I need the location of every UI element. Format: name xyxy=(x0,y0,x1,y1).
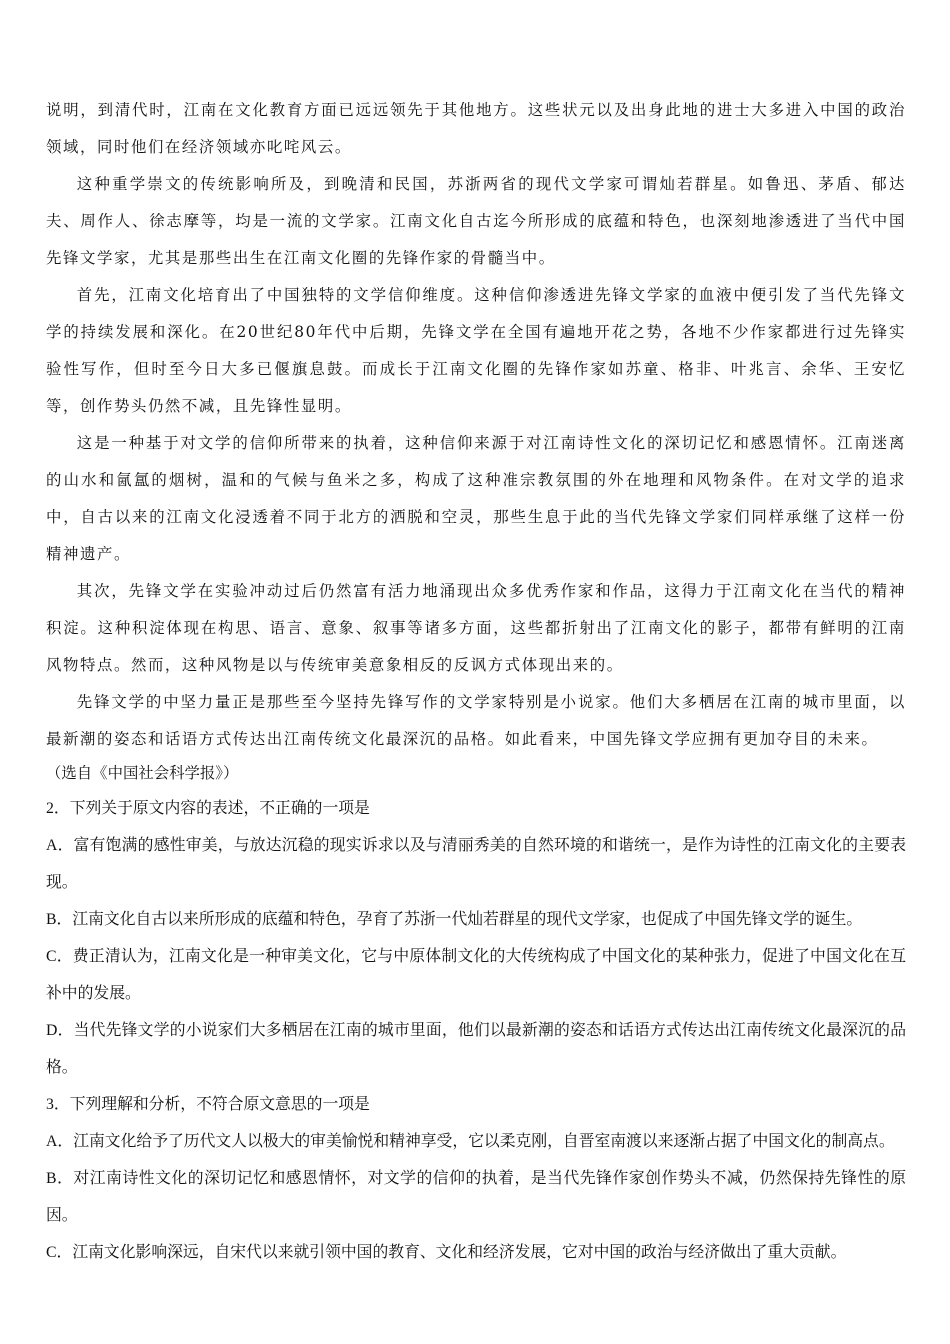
option-b: B．对江南诗性文化的深切记忆和感恩情怀，对文学的信仰的执着，是当代先锋作家创作势头不减，仍然保持先锋性的原因。 xyxy=(46,1170,906,1224)
option-c: C．江南文化影响深远，自宋代以来就引领中国的教育、文化和经济发展，它对中国的政治与经济做出了重大贡献。 xyxy=(46,1244,847,1261)
option-a: A．江南文化给予了历代文人以极大的审美愉悦和精神享受，它以柔克刚，自晋室南渡以来逐渐占据了中国文化的制高点。 xyxy=(46,1133,895,1150)
passage-paragraph-6: 先锋文学的中坚力量正是那些至今坚持先锋写作的文学家特别是小说家。他们大多栖居在江南的城市里面，以最新潮的姿态和话语方式传达出江南传统文化最深沉的品格。如此看来，中国先锋文学应拥有更加夺目的未来。 xyxy=(46,693,906,748)
question-3 xyxy=(46,1086,906,1271)
question-stem: 3．下列理解和分析，不符合原文意思的一项是 xyxy=(46,1096,370,1113)
question-stem: 2．下列关于原文内容的表述，不正确的一项是 xyxy=(46,800,370,817)
passage-paragraph-4: 这是一种基于对文学的信仰所带来的执着，这种信仰来源于对江南诗性文化的深切记忆和感恩情怀。江南迷离的山水和氤氲的烟树，温和的气候与鱼米之多，构成了这种准宗教氛围的外在地理和风物条件。在对文学的追求中，自古以来的江南文化浸透着不同于北方的洒脱和空灵，那些生息于此的当代先锋文学家们同样承继了这样一份精神遗产。 xyxy=(46,434,906,563)
passage-paragraph-2: 这种重学崇文的传统影响所及，到晚清和民国，苏浙两省的现代文学家可谓灿若群星。如鲁迅、茅盾、郁达夫、周作人、徐志摩等，均是一流的文学家。江南文化自古迄今所形成的底蕴和特色，也深刻地渗透进了当代中国先锋文学家，尤其是那些出生在江南文化圈的先锋作家的骨髓当中。 xyxy=(46,175,906,267)
question-2 xyxy=(46,790,906,1086)
option-d: D．当代先锋文学的小说家们大多栖居在江南的城市里面，他们以最新潮的姿态和话语方式传达出江南传统文化最深沉的品格。 xyxy=(46,1022,906,1076)
passage-source: （选自《中国社会科学报》） xyxy=(46,765,239,782)
passage-paragraph-3: 首先，江南文化培育出了中国独特的文学信仰维度。这种信仰渗透进先锋文学家的血液中便引发了当代先锋文学的持续发展和深化。在20世纪80年代中后期，先锋文学在全国有遍地开花之势，各地不少作家都进行过先锋实验性写作，但时至今日大多已偃旗息鼓。而成长于江南文化圈的先锋作家如苏童、格非、叶兆言、余华、王安忆等，创作势头仍然不减，且先锋性显明。 xyxy=(46,286,906,415)
passage-paragraph-5: 其次，先锋文学在实验冲动过后仍然富有活力地涌现出众多优秀作家和作品，这得力于江南文化在当代的精神积淀。这种积淀体现在构思、语言、意象、叙事等诸多方面，这些都折射出了江南文化的影子，都带有鲜明的江南风物特点。然而，这种风物是以与传统审美意象相反的反讽方式体现出来的。 xyxy=(46,582,906,674)
option-c: C．费正清认为，江南文化是一种审美文化，它与中原体制文化的大传统构成了中国文化的某种张力，促进了中国文化在互补中的发展。 xyxy=(46,948,906,1002)
reading-passage xyxy=(46,92,906,758)
option-b: B．江南文化自古以来所形成的底蕴和特色，孕育了苏浙一代灿若群星的现代文学家，也促成了中国先锋文学的诞生。 xyxy=(46,911,863,928)
option-a: A．富有饱满的感性审美，与放达沉稳的现实诉求以及与清丽秀美的自然环境的和谐统一，是作为诗性的江南文化的主要表现。 xyxy=(46,837,906,891)
exam-page xyxy=(46,92,906,1271)
passage-paragraph-1: 说明，到清代时，江南在文化教育方面已远远领先于其他地方。这些状元以及出身此地的进士大多进入中国的政治领域，同时他们在经济领域亦叱咤风云。 xyxy=(46,101,906,156)
